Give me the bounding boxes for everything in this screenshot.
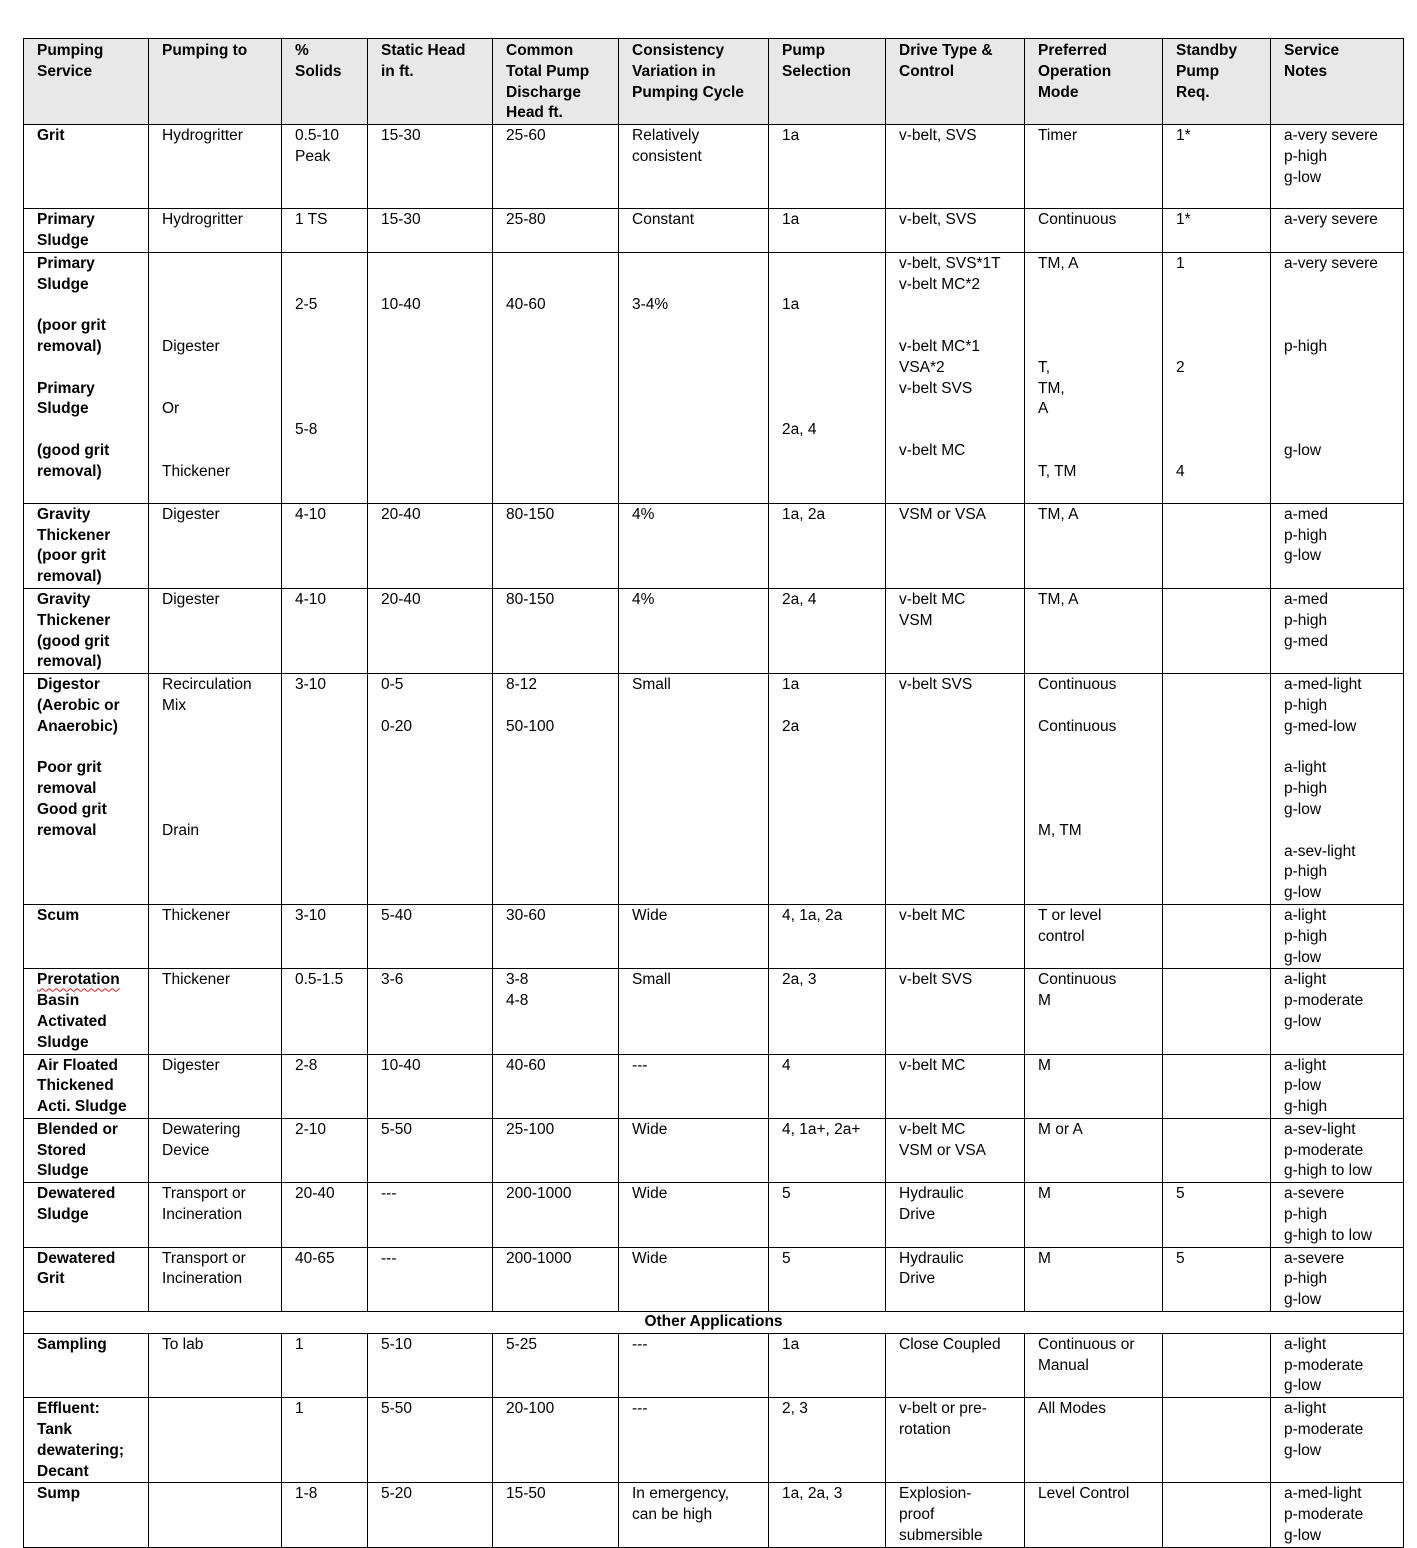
table-cell: a-severe p-high g-low <box>1271 1247 1404 1311</box>
table-cell: 4% <box>619 588 769 673</box>
table-cell: 0.5-1.5 <box>282 969 368 1054</box>
table-cell: 4, 1a+, 2a+ <box>769 1118 886 1182</box>
table-cell: 20-40 <box>368 503 493 588</box>
table-row <box>24 904 1404 968</box>
table-cell: 25-60 <box>493 125 619 209</box>
table-cell: Digester <box>149 503 282 588</box>
other-applications-section <box>24 1312 1404 1334</box>
table-cell: a-very severe p-high g-low <box>1271 252 1404 503</box>
table-cell: 5-10 <box>368 1333 493 1397</box>
service-cell: Dewatered Sludge <box>24 1183 149 1247</box>
table-cell: Digester <box>149 588 282 673</box>
table-cell: 5 <box>769 1183 886 1247</box>
table-cell <box>1163 1054 1271 1118</box>
section-title: Other Applications <box>24 1312 1404 1334</box>
table-cell: 4% <box>619 503 769 588</box>
table-cell: a-light p-moderate g-low <box>1271 1398 1404 1483</box>
table-cell: 1a <box>769 125 886 209</box>
table-body <box>24 125 1404 1312</box>
table-cell: Continuous <box>1025 209 1163 253</box>
table-cell: 5 <box>1163 1183 1271 1247</box>
table-cell: All Modes <box>1025 1398 1163 1483</box>
service-cell: Prerotation Basin Activated Sludge <box>24 969 149 1054</box>
table-cell: 1a <box>769 209 886 253</box>
table-cell: Wide <box>619 904 769 968</box>
table-cell: --- <box>619 1054 769 1118</box>
header-pump-selection: Pump Selection <box>769 39 886 125</box>
table-cell: Constant <box>619 209 769 253</box>
table-cell <box>1163 1398 1271 1483</box>
service-cell: Effluent: Tank dewatering; Decant <box>24 1398 149 1483</box>
table-cell: 2-5 5-8 <box>282 252 368 503</box>
table-cell: --- <box>368 1247 493 1311</box>
table-cell: T or level control <box>1025 904 1163 968</box>
table-cell: 40-60 <box>493 1054 619 1118</box>
table-cell: 1a, 2a, 3 <box>769 1483 886 1547</box>
table-cell: 5 <box>1163 1247 1271 1311</box>
service-cell: Sampling <box>24 1333 149 1397</box>
table-cell: Thickener <box>149 904 282 968</box>
table-cell: a-med p-high g-low <box>1271 503 1404 588</box>
table-cell: 1* <box>1163 209 1271 253</box>
table-row <box>24 1247 1404 1311</box>
table-cell: In emergency, can be high <box>619 1483 769 1547</box>
table-cell: a-med-light p-moderate g-low <box>1271 1483 1404 1547</box>
table-row <box>24 252 1404 503</box>
header-standby-pump: Standby Pump Req. <box>1163 39 1271 125</box>
service-cell: Air Floated Thickened Acti. Sludge <box>24 1054 149 1118</box>
table-cell: 2-8 <box>282 1054 368 1118</box>
table-cell: 5-50 <box>368 1398 493 1483</box>
spellcheck-underline: Prerotation <box>37 971 120 989</box>
table-cell: 3-10 <box>282 674 368 905</box>
table-cell: 4-10 <box>282 588 368 673</box>
table-cell <box>149 1483 282 1547</box>
table-cell: 5-25 <box>493 1333 619 1397</box>
table-cell: 3-8 4-8 <box>493 969 619 1054</box>
table-cell: a-very severe <box>1271 209 1404 253</box>
table-cell: 8-12 50-100 <box>493 674 619 905</box>
service-cell: Grit <box>24 125 149 209</box>
table-cell: a-light p-moderate g-low <box>1271 1333 1404 1397</box>
table-row <box>24 1398 1404 1483</box>
table-cell: 2-10 <box>282 1118 368 1182</box>
table-cell: 1 2 4 <box>1163 252 1271 503</box>
table-cell: Small <box>619 674 769 905</box>
table-cell: M <box>1025 1054 1163 1118</box>
table-cell: v-belt SVS <box>886 969 1025 1054</box>
table-cell: 20-40 <box>368 588 493 673</box>
service-cell: Digestor (Aerobic or Anaerobic) Poor grit removal Good grit removal <box>24 674 149 905</box>
table-cell: 15-30 <box>368 209 493 253</box>
table-cell: 5-50 <box>368 1118 493 1182</box>
table-cell: VSM or VSA <box>886 503 1025 588</box>
table-row <box>24 1118 1404 1182</box>
service-cell: Sump <box>24 1483 149 1547</box>
service-cell: Dewatered Grit <box>24 1247 149 1311</box>
table-cell: 30-60 <box>493 904 619 968</box>
table-cell: a-very severe p-high g-low <box>1271 125 1404 209</box>
table-row <box>24 503 1404 588</box>
table-cell: 15-30 <box>368 125 493 209</box>
table-cell: M <box>1025 1247 1163 1311</box>
header-pumping-to: Pumping to <box>149 39 282 125</box>
service-cell: Scum <box>24 904 149 968</box>
table-cell: Continuous Continuous M, TM <box>1025 674 1163 905</box>
table-cell: a-med-light p-high g-med-low a-light p-high g-low a-sev-light p-high g-low <box>1271 674 1404 905</box>
table-cell: 4-10 <box>282 503 368 588</box>
header-percent-solids: % Solids <box>282 39 368 125</box>
table-cell: Wide <box>619 1118 769 1182</box>
table-cell: Small <box>619 969 769 1054</box>
table-cell: Transport or Incineration <box>149 1247 282 1311</box>
table-cell <box>149 1398 282 1483</box>
table-cell: Level Control <box>1025 1483 1163 1547</box>
table-cell: 1* <box>1163 125 1271 209</box>
table-cell: Continuous or Manual <box>1025 1333 1163 1397</box>
table-cell: TM, A <box>1025 588 1163 673</box>
table-row <box>24 1183 1404 1247</box>
table-cell: 5 <box>769 1247 886 1311</box>
header-consistency-variation: Consistency Variation in Pumping Cycle <box>619 39 769 125</box>
table-cell: 40-65 <box>282 1247 368 1311</box>
table-cell: Dewatering Device <box>149 1118 282 1182</box>
table-cell: 25-100 <box>493 1118 619 1182</box>
table-cell: Digester Or Thickener <box>149 252 282 503</box>
table-cell: 20-100 <box>493 1398 619 1483</box>
table-cell: 1a, 2a <box>769 503 886 588</box>
table-row <box>24 969 1404 1054</box>
table-row <box>24 209 1404 253</box>
table-cell: 1a 2a, 4 <box>769 252 886 503</box>
table-cell: 3-4% <box>619 252 769 503</box>
table-cell: Recirculation Mix Drain <box>149 674 282 905</box>
table-cell: 2, 3 <box>769 1398 886 1483</box>
table-cell: Thickener <box>149 969 282 1054</box>
table-cell: a-sev-light p-moderate g-high to low <box>1271 1118 1404 1182</box>
table-cell: a-severe p-high g-high to low <box>1271 1183 1404 1247</box>
table-cell: v-belt SVS <box>886 674 1025 905</box>
table-cell: 15-50 <box>493 1483 619 1547</box>
table-cell: M <box>1025 1183 1163 1247</box>
table-cell: Relatively consistent <box>619 125 769 209</box>
table-cell: a-med p-high g-med <box>1271 588 1404 673</box>
table-cell: 200-1000 <box>493 1183 619 1247</box>
table-cell: 2a, 3 <box>769 969 886 1054</box>
table-cell: 3-10 <box>282 904 368 968</box>
table-cell <box>1163 1483 1271 1547</box>
table-cell <box>1163 969 1271 1054</box>
service-cell: Gravity Thickener (good grit removal) <box>24 588 149 673</box>
table-header <box>24 39 1404 125</box>
table-cell <box>1163 1118 1271 1182</box>
pumping-service-table <box>23 38 1404 1548</box>
table-row <box>24 1483 1404 1547</box>
header-drive-type: Drive Type & Control <box>886 39 1025 125</box>
table-cell: Timer <box>1025 125 1163 209</box>
table-cell: v-belt MC VSM <box>886 588 1025 673</box>
table-cell: Hydrogritter <box>149 209 282 253</box>
table-cell: Transport or Incineration <box>149 1183 282 1247</box>
table-cell: --- <box>619 1333 769 1397</box>
table-cell: To lab <box>149 1333 282 1397</box>
table-cell: Hydraulic Drive <box>886 1183 1025 1247</box>
table-cell: v-belt MC <box>886 1054 1025 1118</box>
table-cell: Explosion- proof submersible <box>886 1483 1025 1547</box>
table-cell: 1a <box>769 1333 886 1397</box>
table-row <box>24 125 1404 209</box>
table-cell: 5-20 <box>368 1483 493 1547</box>
table-cell: Hydrogritter <box>149 125 282 209</box>
table-cell: --- <box>619 1398 769 1483</box>
table-cell <box>1163 588 1271 673</box>
table-cell <box>1163 503 1271 588</box>
table-cell: 1 TS <box>282 209 368 253</box>
service-cell: Gravity Thickener (poor grit removal) <box>24 503 149 588</box>
table-cell: v-belt, SVS <box>886 125 1025 209</box>
table-cell: 0.5-10 Peak <box>282 125 368 209</box>
table-row <box>24 1054 1404 1118</box>
table-cell: Hydraulic Drive <box>886 1247 1025 1311</box>
table-cell: 200-1000 <box>493 1247 619 1311</box>
table-cell: 40-60 <box>493 252 619 503</box>
table-cell: 1-8 <box>282 1483 368 1547</box>
table-cell: 2a, 4 <box>769 588 886 673</box>
header-operation-mode: Preferred Operation Mode <box>1025 39 1163 125</box>
service-cell: Primary Sludge <box>24 209 149 253</box>
table-cell: 25-80 <box>493 209 619 253</box>
table-cell: v-belt MC VSM or VSA <box>886 1118 1025 1182</box>
service-cell: Blended or Stored Sludge <box>24 1118 149 1182</box>
table-cell: v-belt MC <box>886 904 1025 968</box>
table-cell: Wide <box>619 1183 769 1247</box>
table-cell: TM, A T, TM, A T, TM <box>1025 252 1163 503</box>
table-cell <box>1163 904 1271 968</box>
table-cell: v-belt or pre- rotation <box>886 1398 1025 1483</box>
table-cell: 0-5 0-20 <box>368 674 493 905</box>
table-cell: --- <box>368 1183 493 1247</box>
header-discharge-head: Common Total Pump Discharge Head ft. <box>493 39 619 125</box>
table-cell: v-belt, SVS*1T v-belt MC*2 v-belt MC*1 VSA*2 v-belt SVS v-belt MC <box>886 252 1025 503</box>
table-row <box>24 1333 1404 1397</box>
table-cell: 10-40 <box>368 252 493 503</box>
table-cell: 4 <box>769 1054 886 1118</box>
table-cell: 1 <box>282 1398 368 1483</box>
table-cell: 10-40 <box>368 1054 493 1118</box>
header-static-head: Static Head in ft. <box>368 39 493 125</box>
table-cell: 80-150 <box>493 503 619 588</box>
table-cell <box>1163 1333 1271 1397</box>
table-cell: M or A <box>1025 1118 1163 1182</box>
table-cell: 5-40 <box>368 904 493 968</box>
table-cell: a-light p-low g-high <box>1271 1054 1404 1118</box>
table-row <box>24 674 1404 905</box>
table-cell: TM, A <box>1025 503 1163 588</box>
other-applications-body <box>24 1333 1404 1547</box>
service-cell: Primary Sludge (poor grit removal) Primary Sludge (good grit removal) <box>24 252 149 503</box>
table-cell: 1 <box>282 1333 368 1397</box>
header-service-notes: Service Notes <box>1271 39 1404 125</box>
table-cell: Close Coupled <box>886 1333 1025 1397</box>
header-pumping-service: Pumping Service <box>24 39 149 125</box>
table-cell: 80-150 <box>493 588 619 673</box>
table-cell: v-belt, SVS <box>886 209 1025 253</box>
table-cell: Continuous M <box>1025 969 1163 1054</box>
table-cell: a-light p-high g-low <box>1271 904 1404 968</box>
table-cell: 20-40 <box>282 1183 368 1247</box>
table-cell: Wide <box>619 1247 769 1311</box>
table-cell: 4, 1a, 2a <box>769 904 886 968</box>
table-cell: 1a 2a <box>769 674 886 905</box>
table-cell <box>1163 674 1271 905</box>
table-row <box>24 588 1404 673</box>
table-cell: a-light p-moderate g-low <box>1271 969 1404 1054</box>
table-cell: Digester <box>149 1054 282 1118</box>
table-cell: 3-6 <box>368 969 493 1054</box>
